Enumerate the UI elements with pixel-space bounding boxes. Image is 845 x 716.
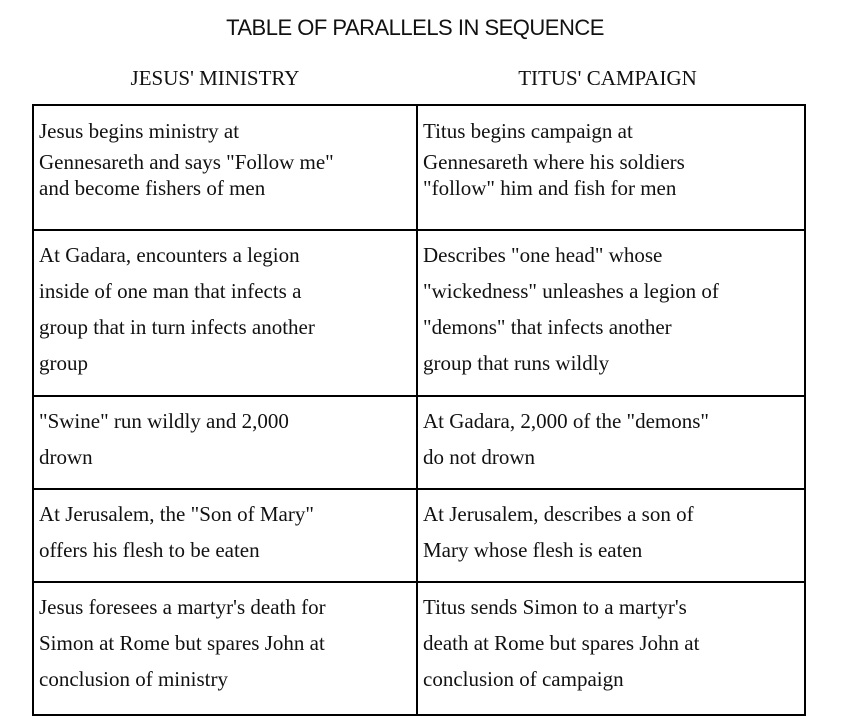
- table-row: [33, 582, 805, 715]
- cell-line: group that runs wildly: [423, 351, 610, 375]
- cell-line: conclusion of campaign: [423, 667, 624, 691]
- titus-campaign-cell: [417, 105, 805, 230]
- cell-line: At Gadara, 2,000 of the "demons": [423, 409, 709, 433]
- jesus-ministry-cell: [33, 230, 417, 396]
- cell-line: Jesus begins ministry at: [39, 119, 240, 143]
- column-heading-titus-campaign: TITUS' CAMPAIGN: [518, 66, 697, 90]
- cell-line: At Jerusalem, the "Son of Mary": [39, 502, 314, 526]
- cell-line: and become fishers of men: [39, 176, 266, 200]
- table-row: [33, 230, 805, 396]
- table-row: [33, 396, 805, 489]
- titus-campaign-cell: [417, 489, 805, 582]
- parallels-table: [32, 104, 806, 716]
- cell-line: At Gadara, encounters a legion: [39, 243, 300, 267]
- cell-line: "wickedness" unleashes a legion of: [423, 279, 719, 303]
- titus-campaign-cell: [417, 396, 805, 489]
- cell-line: "Swine" run wildly and 2,000: [39, 409, 289, 433]
- cell-line: Jesus foresees a martyr's death for: [39, 595, 326, 619]
- cell-line: Simon at Rome but spares John at: [39, 631, 325, 655]
- cell-line: Gennesareth where his soldiers: [423, 150, 685, 174]
- titus-campaign-cell: [417, 230, 805, 396]
- jesus-ministry-cell: [33, 396, 417, 489]
- cell-line: death at Rome but spares John at: [423, 631, 700, 655]
- table-row: [33, 489, 805, 582]
- cell-line: Describes "one head" whose: [423, 243, 663, 267]
- cell-line: "demons" that infects another: [423, 315, 672, 339]
- cell-line: offers his flesh to be eaten: [39, 538, 260, 562]
- table-row: [33, 105, 805, 230]
- cell-line: Titus sends Simon to a martyr's: [423, 595, 687, 619]
- page-title: TABLE OF PARALLELS IN SEQUENCE: [226, 15, 604, 40]
- cell-line: inside of one man that infects a: [39, 279, 302, 303]
- titus-campaign-cell: [417, 582, 805, 715]
- cell-line: drown: [39, 445, 93, 469]
- cell-line: do not drown: [423, 445, 535, 469]
- cell-line: group that in turn infects another: [39, 315, 315, 339]
- column-heading-jesus-ministry: JESUS' MINISTRY: [130, 66, 300, 90]
- cell-line: group: [39, 351, 88, 375]
- cell-line: "follow" him and fish for men: [423, 176, 677, 200]
- cell-line: Mary whose flesh is eaten: [423, 538, 643, 562]
- jesus-ministry-cell: [33, 489, 417, 582]
- jesus-ministry-cell: [33, 582, 417, 715]
- jesus-ministry-cell: [33, 105, 417, 230]
- cell-line: Gennesareth and says "Follow me": [39, 150, 334, 174]
- cell-line: Titus begins campaign at: [423, 119, 633, 143]
- cell-line: conclusion of ministry: [39, 667, 228, 691]
- cell-line: At Jerusalem, describes a son of: [423, 502, 694, 526]
